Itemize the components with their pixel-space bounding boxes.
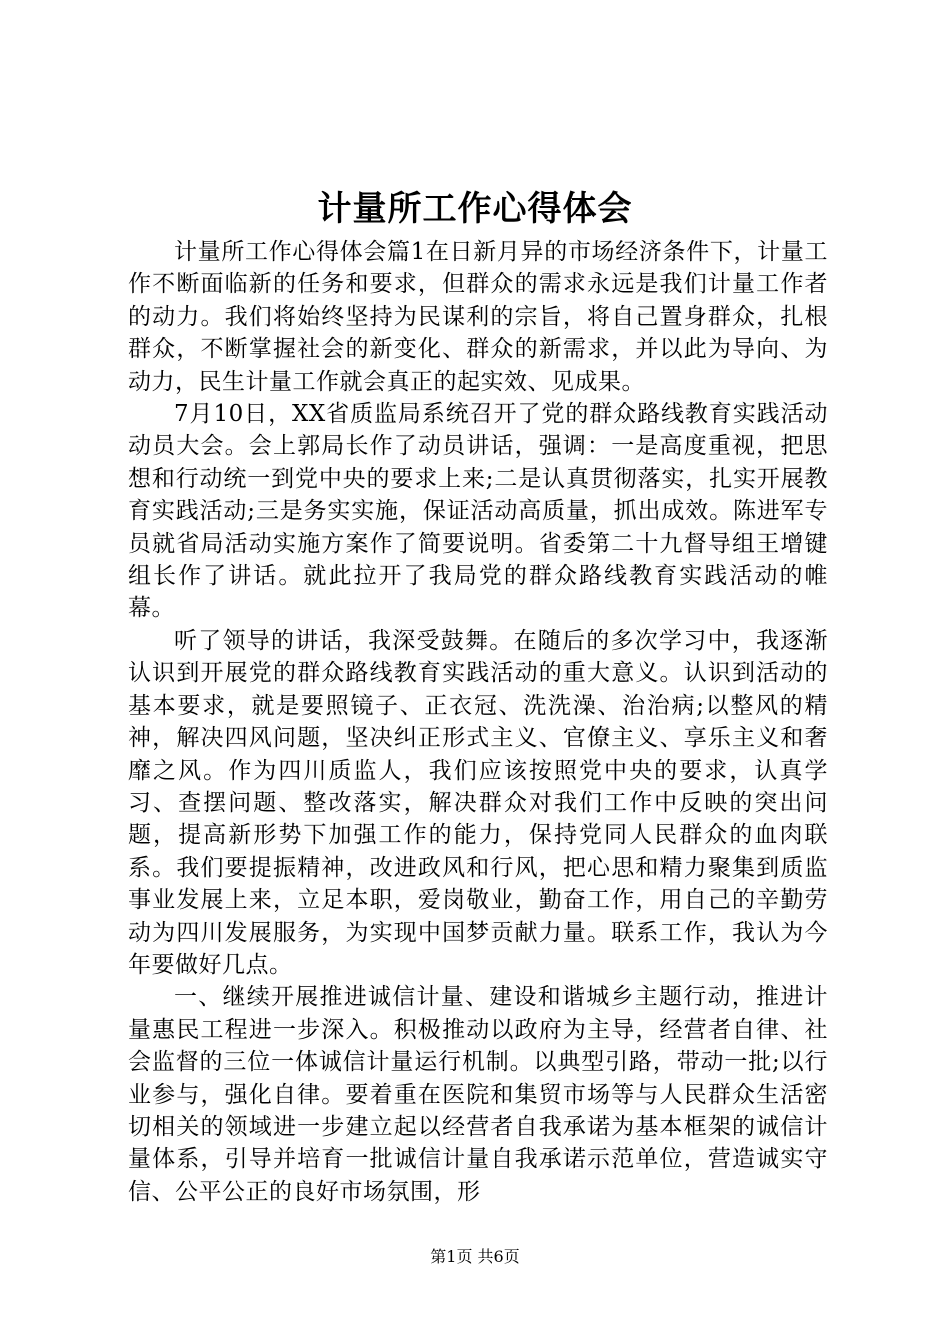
paragraph-3: 听了领导的讲话，我深受鼓舞。在随后的多次学习中，我逐渐认识到开展党的群众路线教育实践活动的重大意义。认识到活动的基本要求，就是要照镜子、正衣冠、洗洗澡、治治病;以整风的精神，解决四风问题，坚决纠正形式主义、官僚主义、享乐主义和奢靡之风。作为四川质监人，我们应该按照党中央的要求，认真学习、查摆问题、整改落实，解决群众对我们工作中反映的突出问题，提高新形势下加强工作的能力，保持党同人民群众的血肉联系。我们要提振精神，改进政风和行风，把心思和精力聚集到质监事业发展上来，立足本职，爱岗敬业，勤奋工作，用自己的辛勤劳动为四川发展服务，为实现中国梦贡献力量。联系工作，我认为今年要做好几点。 [128, 627, 828, 978]
paragraph-4: 一、继续开展推进诚信计量、建设和谐城乡主题行动，推进计量惠民工程进一步深入。积极推动以政府为主导，经营者自律、社会监督的三位一体诚信计量运行机制。以典型引路，带动一批;以行业参与，强化自律。要着重在医院和集贸市场等与人民群众生活密切相关的领域进一步建立起以经营者自我承诺为基本框架的诚信计量体系，引导并培育一批诚信计量自我承诺示范单位，营造诚实守信、公平公正的良好市场氛围，形 [128, 984, 828, 1205]
paragraph-2: 7月10日，XX省质监局系统召开了党的群众路线教育实践活动动员大会。会上郭局长作了动员讲话，强调：一是高度重视，把思想和行动统一到党中央的要求上来;二是认真贯彻落实，扎实开展教育实践活动;三是务实实施，保证活动高质量，抓出成效。陈进军专员就省局活动实施方案作了简要说明。省委第二十九督导组王增键组长作了讲话。就此拉开了我局党的群众路线教育实践活动的帷幕。 [128, 401, 828, 622]
document-body [128, 236, 828, 1208]
document-title: 计量所工作心得体会 [317, 189, 633, 229]
page-footer: 第1页 共6页 [430, 1247, 520, 1266]
paragraph-1: 计量所工作心得体会篇1在日新月异的市场经济条件下，计量工作不断面临新的任务和要求，但群众的需求永远是我们计量工作者的动力。我们将始终坚持为民谋利的宗旨，将自己置身群众，扎根群众，不断掌握社会的新变化、群众的新需求，并以此为导向、为动力，民生计量工作就会真正的起实效、见成果。 [128, 239, 828, 395]
